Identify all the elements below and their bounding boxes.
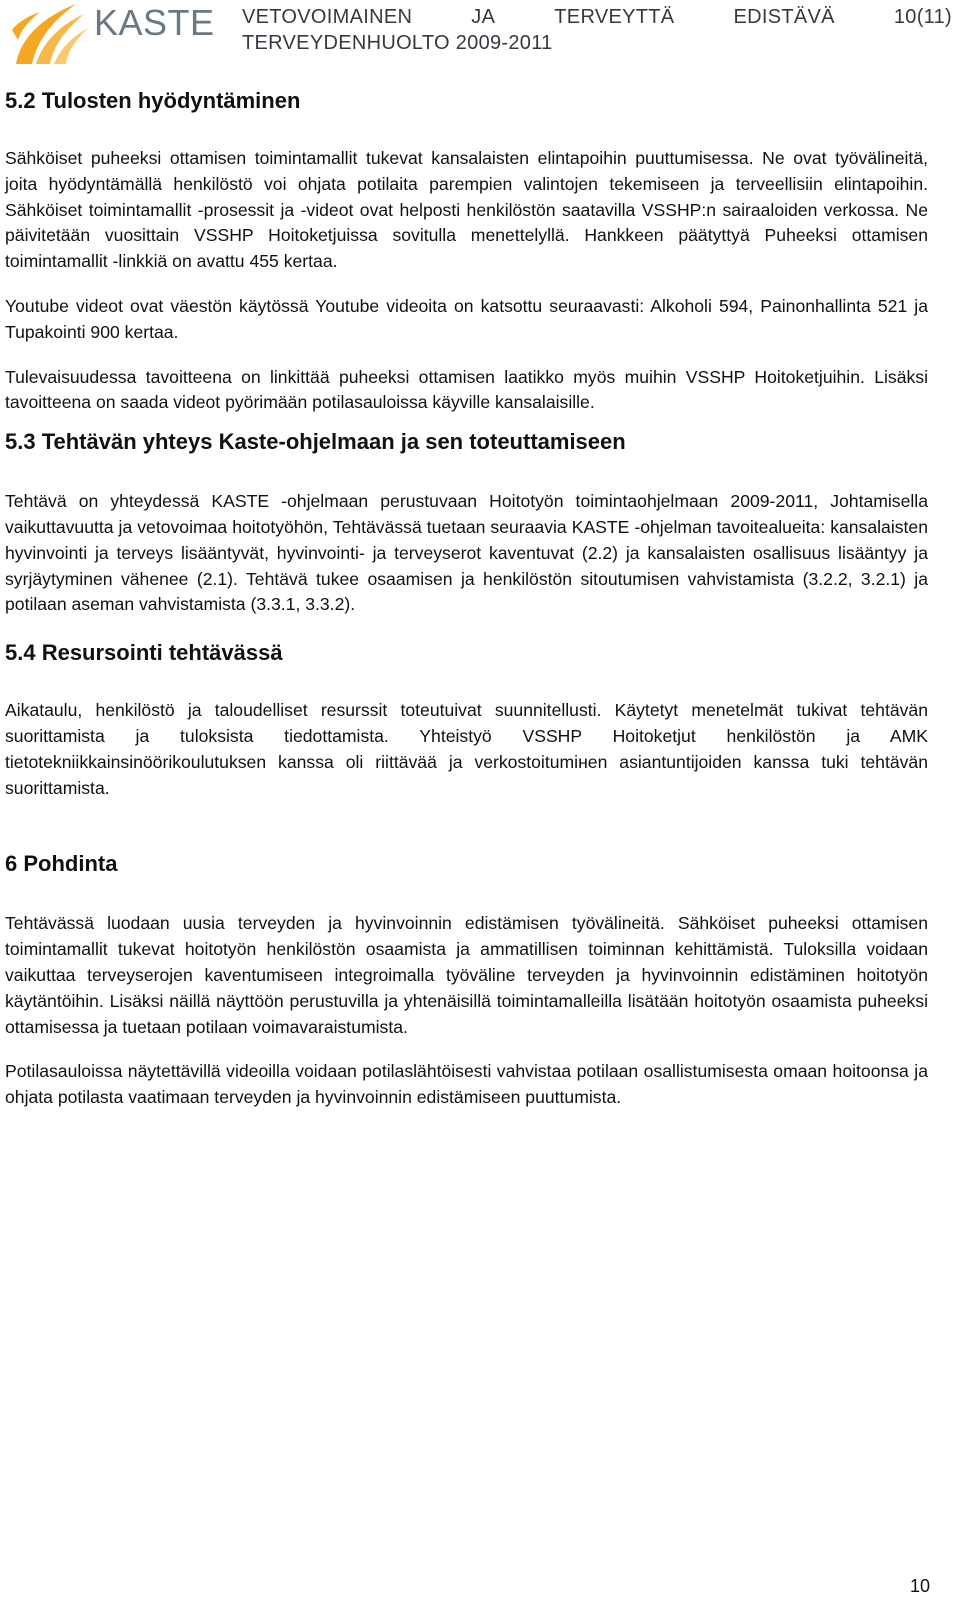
section-heading-5-4: 5.4 Resursointi tehtävässä [5, 640, 283, 666]
document-title-line1 [242, 4, 952, 30]
kaste-logo-mark-icon [10, 0, 90, 66]
paragraph: Youtube videot ovat väestön käytössä Youtube videoita on katsottu seuraavasti: Alkoholi 594, Painonhallinta 521 ja Tupakointi 900 kertaa. [5, 295, 928, 342]
page-header [0, 0, 960, 72]
page-number: 10 [909, 1576, 930, 1596]
section-heading-5-3: 5.3 Tehtävän yhteys Kaste-ohjelmaan ja sen toteuttamiseen [5, 429, 626, 455]
document-body [5, 86, 928, 1111]
section-heading-6: 6 Pohdinta [5, 851, 118, 877]
header-page-count: 10(11) [893, 6, 952, 28]
document-title-line2: TERVEYDENHUOLTO 2009-2011 [242, 32, 553, 54]
logo-wordmark: KASTE [94, 2, 215, 43]
paragraph: Potilasauloissa näytettävillä videoilla voidaan potilaslähtöisesti vahvistaa potilaan osallistumisesta omaan hoitoonsa ja ohjata potilasta vaatimaan terveyden ja hyvinvoinnin edistämiseen puuttumista. [5, 1061, 928, 1108]
paragraph: Tulevaisuudessa tavoitteena on linkittää puheeksi ottamisen laatikko myös muihin VSSHP Hoitoketjuihin. Lisäksi tavoitteena on saada videot pyörimään potilasauloissa käyville kansalaisille. [5, 366, 928, 413]
title-word: VETOVOIMAINEN [242, 6, 413, 28]
title-word: TERVEYTTÄ [554, 6, 675, 28]
paragraph: Aikataulu, henkilöstö ja taloudelliset resurssit toteutuivat suunnitellusti. Käytetyt menetelmät tukivat tehtävän suorittamista ja tuloksista tiedottamista. Yhteistyö VSSHP Hoitoketjut henkilöstön ja AMK tietotekniikkainsinöörikoulutuksen kanssa oli riittävää ja verkostoitumінen asiantuntijoiden kanssa tuki tehtävän suorittamista. [5, 700, 928, 798]
kaste-logo [10, 0, 225, 68]
paragraph: Tehtävä on yhteydessä KASTE -ohjelmaan perustuvaan Hoitotyön toimintaohjelmaan 2009-2011, Johtamisella vaikuttavuutta ja vetovoimaa hoitotyöhön, Tehtävässä tuetaan seuraavia KASTE -ohjelman tavoitealueita: kansalaisten hyvinvointi ja terveys lisääntyvät, hyvinvointi- ja terveyserot kaventuvat (2.2) ja kansalaisten osallisuus lisääntyy ja syrjäytyminen vähenee (2.1). Tehtävä tukee osaamisen ja henkilöstön sitoutumisen vahvistamista (3.2.2, 3.2.1) ja potilaan aseman vahvistamista (3.3.1, 3.3.2). [5, 491, 928, 615]
section-heading-5-2: 5.2 Tulosten hyödyntäminen [5, 88, 301, 113]
paragraph: Tehtävässä luodaan uusia terveyden ja hyvinvoinnin edistämisen työvälineitä. Sähköiset puheeksi ottamisen toimintamallit tukevat hoitotyön henkilöstön osaamista ja ammatillisen toiminnan kehittämistä. Tuloksilla voidaan vaikuttaa terveyserojen kaventumiseen integroimalla työväline terveyden ja hyvinvoinnin edistäminen hoitotyön käytäntöihin. Lisäksi näillä näyttöön perustuvilla ja yhtenäisillä toimintamalleilla lisätään hoitotyön osaamista puheeksi ottamisessa ja tuetaan potilaan voimavaraistumista. [5, 913, 928, 1037]
document-title [242, 4, 952, 56]
title-word: JA [471, 6, 496, 28]
paragraph: Sähköiset puheeksi ottamisen toimintamallit tukevat kansalaisten elintapoihin puuttumisessa. Ne ovat työvälineitä, joita hyödyntämällä henkilöstö voi ohjata potilaita parempien valintojen tekemiseen ja terveellisiin elintapoihin. Sähköiset toimintamallit -prosessit ja -videot ovat helposti henkilöstön saatavilla VSSHP:n sairaaloiden verkossa. Ne päivitetään vuosittain VSSHP Hoitoketjuissa sovitulla menettelyllä. Hankkeen päätyttyä Puheeksi ottamisen toimintamallit -linkkiä on avattu 455 kertaa. [5, 148, 928, 272]
title-word: EDISTÄVÄ [733, 6, 835, 28]
